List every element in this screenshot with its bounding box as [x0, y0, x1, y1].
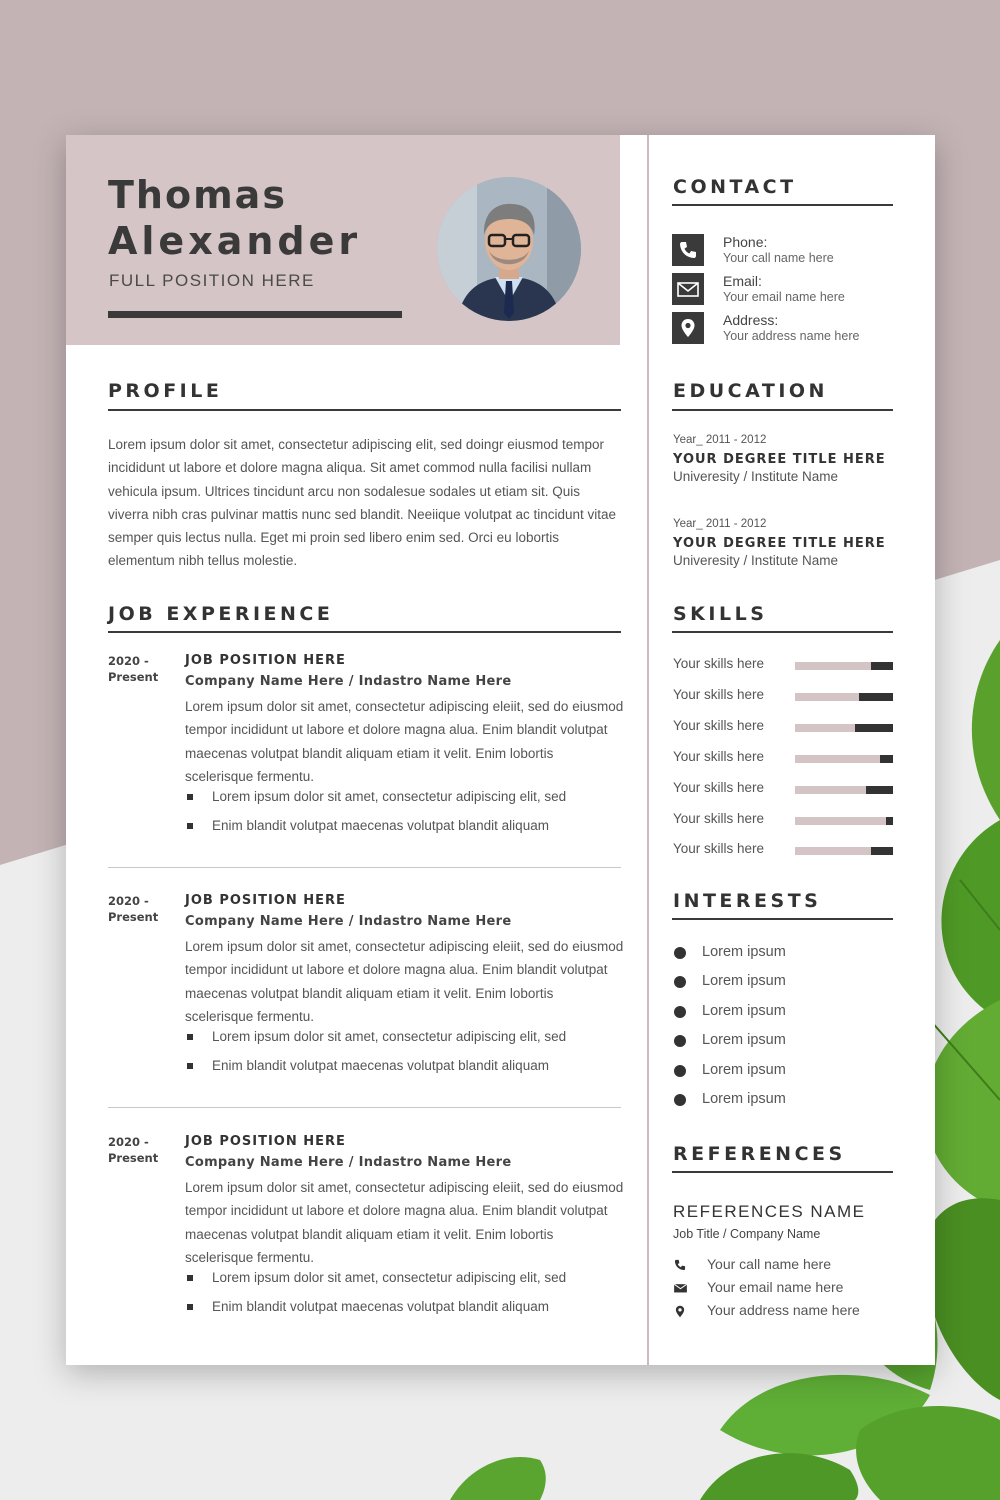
interest-label: Lorem ipsum [702, 1091, 786, 1107]
bullet-square-icon [187, 794, 193, 800]
skill-bar [795, 693, 893, 701]
skill-row [673, 841, 895, 861]
job-date-end: Present [108, 670, 159, 684]
experience-heading-rule [108, 631, 621, 633]
skill-label: Your skills here [673, 718, 765, 733]
skill-row [673, 656, 895, 676]
education-degree: YOUR DEGREE TITLE HERE [673, 536, 886, 551]
interest-item [673, 1032, 873, 1054]
bullet-dot-icon [674, 1006, 686, 1018]
interest-label: Lorem ipsum [702, 1062, 786, 1078]
skill-bar-fill [871, 662, 893, 670]
reference-address [673, 1302, 903, 1322]
job-date-start: 2020 - [108, 894, 149, 908]
skill-row [673, 718, 895, 738]
reference-address-text: Your address name here [707, 1302, 860, 1318]
location-pin-icon [672, 312, 704, 344]
job-title: JOB POSITION HERE [185, 1134, 346, 1149]
job-separator [108, 867, 621, 868]
bullet-square-icon [187, 1304, 193, 1310]
job-company: Company Name Here / Indastro Name Here [185, 1155, 512, 1170]
name-underline-bar [108, 311, 402, 318]
interest-item [673, 973, 873, 995]
interest-label: Lorem ipsum [702, 944, 786, 960]
interest-item [673, 944, 873, 966]
job-description: Lorem ipsum dolor sit amet, consectetur adipiscing eleiit, sed do eiusmod tempor incididunt ut labore et dolore magna alua. Enim blandit volutpat maecenas volutpat blandit aliquam etiam it velit. Enim lobortis scelerisque fermentu. [185, 699, 624, 784]
job-entry [108, 1134, 624, 1334]
job-bullet-list [185, 1027, 625, 1085]
column-divider [647, 135, 649, 1365]
skill-bar [795, 786, 893, 794]
phone-icon [672, 234, 704, 266]
email-icon [673, 1281, 688, 1295]
job-bullet-text: Lorem ipsum dolor sit amet, consectetur adipiscing elit, sed [212, 1029, 567, 1044]
bullet-dot-icon [674, 1065, 686, 1077]
education-entry [673, 434, 903, 484]
resume-page [66, 135, 935, 1365]
education-year: Year_ 2011 - 2012 [673, 518, 767, 530]
reference-email-text: Your email name here [707, 1279, 844, 1295]
skill-row [673, 811, 895, 831]
education-year: Year_ 2011 - 2012 [673, 434, 767, 446]
interest-item [673, 1062, 873, 1084]
skill-label: Your skills here [673, 811, 765, 826]
skill-label: Your skills here [673, 687, 765, 702]
avatar [437, 177, 581, 321]
job-title: JOB POSITION HERE [185, 653, 346, 668]
reference-phone [673, 1256, 903, 1276]
skill-bar [795, 662, 893, 670]
education-school: Univeresity / Institute Name [673, 553, 839, 568]
last-name: Alexander [108, 219, 362, 263]
job-date [108, 653, 178, 685]
bullet-dot-icon [674, 976, 686, 988]
job-description: Lorem ipsum dolor sit amet, consectetur adipiscing eleiit, sed do eiusmod tempor incididunt ut labore et dolore magna alua. Enim blandit volutpat maecenas volutpat blandit aliquam etiam it velit. Enim lobortis scelerisque fermentu. [185, 1180, 624, 1265]
education-entry [673, 518, 903, 568]
job-date [108, 1134, 178, 1166]
interests-heading-rule [672, 918, 893, 920]
job-separator [108, 1107, 621, 1108]
skill-row [673, 687, 895, 707]
location-pin-icon [673, 1304, 687, 1319]
skill-bar [795, 817, 893, 825]
job-bullet-text: Lorem ipsum dolor sit amet, consectetur adipiscing elit, sed [212, 1270, 567, 1285]
interest-item [673, 1091, 873, 1113]
job-bullet [185, 1268, 625, 1297]
skill-bar [795, 755, 893, 763]
interests-heading: INTERESTS [673, 890, 822, 912]
job-bullet [185, 1027, 625, 1056]
bullet-square-icon [187, 823, 193, 829]
job-bullet-text: Enim blandit volutpat maecenas volutpat blandit aliquam [212, 818, 549, 833]
bullet-square-icon [187, 1063, 193, 1069]
job-bullet-text: Enim blandit volutpat maecenas volutpat blandit aliquam [212, 1058, 549, 1073]
contact-label: Address: [723, 312, 779, 328]
contact-phone [672, 234, 902, 270]
reference-name: REFERENCES NAME [673, 1202, 866, 1221]
job-bullet-text: Lorem ipsum dolor sit amet, consectetur adipiscing elit, sed [212, 789, 567, 804]
job-bullet [185, 787, 625, 816]
bullet-square-icon [187, 1275, 193, 1281]
experience-heading: JOB EXPERIENCE [108, 603, 334, 625]
skill-bar [795, 724, 893, 732]
reference-phone-text: Your call name here [707, 1256, 832, 1272]
references-heading: REFERENCES [673, 1143, 846, 1165]
skill-label: Your skills here [673, 656, 765, 671]
skill-label: Your skills here [673, 841, 765, 856]
contact-label: Email: [723, 273, 762, 289]
skill-bar [795, 847, 893, 855]
job-company: Company Name Here / Indastro Name Here [185, 674, 512, 689]
education-school: Univeresity / Institute Name [673, 469, 839, 484]
job-bullet [185, 816, 625, 845]
job-date-end: Present [108, 1151, 159, 1165]
skill-label: Your skills here [673, 780, 765, 795]
interest-label: Lorem ipsum [702, 1003, 786, 1019]
header-block [66, 135, 620, 345]
education-heading: EDUCATION [673, 380, 828, 402]
contact-label: Phone: [723, 234, 768, 250]
phone-icon [673, 1258, 687, 1272]
profile-heading: PROFILE [108, 380, 223, 402]
bullet-dot-icon [674, 947, 686, 959]
interest-label: Lorem ipsum [702, 973, 786, 989]
education-degree: YOUR DEGREE TITLE HERE [673, 452, 886, 467]
job-date [108, 893, 178, 925]
skill-bar-fill [886, 817, 893, 825]
skill-row [673, 780, 895, 800]
skill-row [673, 749, 895, 769]
job-description: Lorem ipsum dolor sit amet, consectetur adipiscing eleiit, sed do eiusmod tempor incididunt ut labore et dolore magna alua. Enim blandit volutpat maecenas volutpat blandit aliquam etiam it velit. Enim lobortis scelerisque fermentu. [185, 939, 624, 1024]
skill-bar-fill [871, 847, 893, 855]
contact-value: Your call name here [723, 251, 834, 265]
contact-heading-rule [672, 204, 893, 206]
skills-heading-rule [672, 631, 893, 633]
job-bullet [185, 1056, 625, 1085]
education-heading-rule [672, 409, 893, 411]
job-bullet-list [185, 1268, 625, 1326]
skill-bar-fill [866, 786, 893, 794]
reference-email [673, 1279, 903, 1299]
skill-bar-fill [859, 693, 893, 701]
skill-bar-fill [880, 755, 893, 763]
job-company: Company Name Here / Indastro Name Here [185, 914, 512, 929]
job-date-start: 2020 - [108, 654, 149, 668]
job-date-end: Present [108, 910, 159, 924]
contact-value: Your address name here [723, 329, 860, 343]
skills-heading: SKILLS [673, 603, 768, 625]
bullet-dot-icon [674, 1035, 686, 1047]
job-entry [108, 653, 624, 853]
position-title: FULL POSITION HERE [109, 271, 315, 290]
job-title: JOB POSITION HERE [185, 893, 346, 908]
contact-value: Your email name here [723, 290, 845, 304]
contact-address [672, 312, 902, 348]
job-entry [108, 893, 624, 1093]
first-name: Thomas [108, 173, 287, 217]
contact-heading: CONTACT [673, 176, 797, 198]
email-icon [672, 273, 704, 305]
contact-email [672, 273, 902, 309]
profile-text: Lorem ipsum dolor sit amet, consectetur adipiscing elit, sed doingr eiusmod tempor incididunt ut labore et dolore magna aliqua. Sit amet commod nulla facilisi nullam vehicula ipsum. Ultrices tincidunt arcu non sodalesue sodales ut etiam sit. Quis viverra nibh cras pulvinar mattis nunc sed blandit. Neeiique volutpat ac tincidunt vitae semper quis lectus nulla. Eget mi proin sed libero enim sed. Orci eu lobortis elementum nibh tellus molestie. [108, 437, 617, 569]
job-bullet [185, 1297, 625, 1326]
bullet-square-icon [187, 1034, 193, 1040]
bullet-dot-icon [674, 1094, 686, 1106]
skill-label: Your skills here [673, 749, 765, 764]
interest-label: Lorem ipsum [702, 1032, 786, 1048]
job-date-start: 2020 - [108, 1135, 149, 1149]
interest-item [673, 1003, 873, 1025]
reference-job-title: Job Title / Company Name [673, 1227, 821, 1241]
references-heading-rule [672, 1171, 893, 1173]
job-bullet-text: Enim blandit volutpat maecenas volutpat blandit aliquam [212, 1299, 549, 1314]
skill-bar-fill [855, 724, 893, 732]
profile-heading-rule [108, 409, 621, 411]
job-bullet-list [185, 787, 625, 845]
